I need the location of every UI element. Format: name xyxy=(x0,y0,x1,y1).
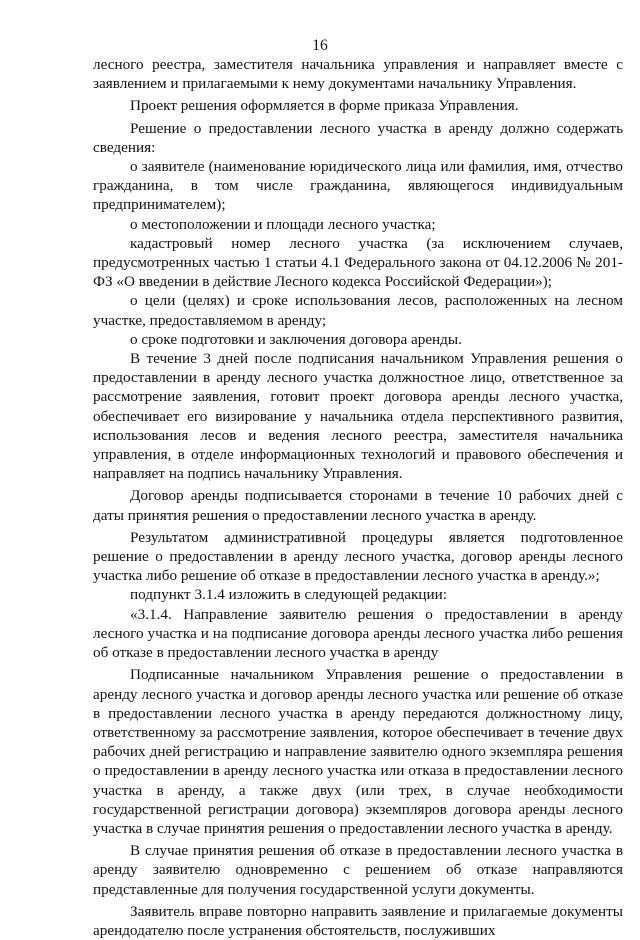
paragraph: Результатом административной процедуры является подготовленное решение о предоставлении в аренду лесного участка, договор аренды лесного участка либо решение об отказе в предоставлении лесного участка в аренду.»; xyxy=(93,528,623,585)
document-body xyxy=(93,55,623,940)
paragraph: о местоположении и площади лесного участка; xyxy=(130,215,436,233)
paragraph: Проект решения оформляется в форме приказа Управления. xyxy=(130,97,519,115)
paragraph: о заявителе (наименование юридического лица или фамилия, имя, отчество гражданина, в том числе гражданина, являющегося индивидуальным предпринимателем); xyxy=(93,158,623,214)
paragraph: Договор аренды подписывается сторонами в течение 10 рабочих дней с даты принятия решения о предоставлении лесного участка в аренду. xyxy=(93,487,623,524)
paragraph: о сроке подготовки и заключения договора аренды. xyxy=(130,330,462,348)
paragraph: Заявитель вправе повторно направить заявление и прилагаемые документы арендодателю после устранения обстоятельств, послуживших xyxy=(93,902,623,939)
page-number: 16 xyxy=(312,37,328,54)
paragraph: В случае принятия решения об отказе в предоставлении лесного участка в аренду заявителю одновременно с решением об отказе направляются представленные для получения государственной услуги документы. xyxy=(93,842,623,898)
paragraph: лесного реестра, заместителя начальника управления и направляет вместе с заявлением и прилагаемыми к нему документами начальнику Управления. xyxy=(93,56,623,93)
paragraph: Решение о предоставлении лесного участка в аренду должно содержать сведения: xyxy=(93,119,623,156)
paragraph: о цели (целях) и сроке использования лесов, расположенных на лесном участке, предоставляемом в аренду; xyxy=(93,292,623,329)
paragraph: В течение 3 дней после подписания начальником Управления решения о предоставлении в аренду лесного участка должностное лицо, ответственное за рассмотрение заявления, готовит проект договора аренды лесного участка, обеспечивает его визирование у начальника отдела перспективного развития, использования лесов и ведения лесного реестра, заместителя начальника управления, в отделе информационных технологий и правового обеспечения и направляет на подпись начальнику Управления. xyxy=(93,350,623,483)
paragraph: «3.1.4. Направление заявителю решения о предоставлении в аренду лесного участка и на подписание договора аренды лесного участка либо решения об отказе в предоставлении лесного участка в аренду xyxy=(93,605,623,662)
paragraph: кадастровый номер лесного участка (за исключением случаев, предусмотренных частью 1 статьи 4.1 Федерального закона от 04.12.2006 № 201-ФЗ «О введении в действие Лесного кодекса Российской Федерации»); xyxy=(93,234,623,291)
paragraph: подпункт 3.1.4 изложить в следующей редакции: xyxy=(130,586,447,604)
paragraph: Подписанные начальником Управления решение о предоставлении в аренду лесного участка и договор аренды лесного участка или решение об отказе в предоставлении лесного участка в аренду передаются должностному лицу, ответственному за рассмотрение заявления, которое обеспечивает в течение двух рабочих дней регистрацию и направление заявителю одного экземпляра решения о предоставлении в аренду лесного участка или отказа в предоставлении лесного участка в аренду, а также двух (или трех, в случае необходимости государственной регистрации договора) экземпляров договора аренды лесного участка в случае принятия решения о предоставлении лесного участка в аренду. xyxy=(93,666,623,837)
